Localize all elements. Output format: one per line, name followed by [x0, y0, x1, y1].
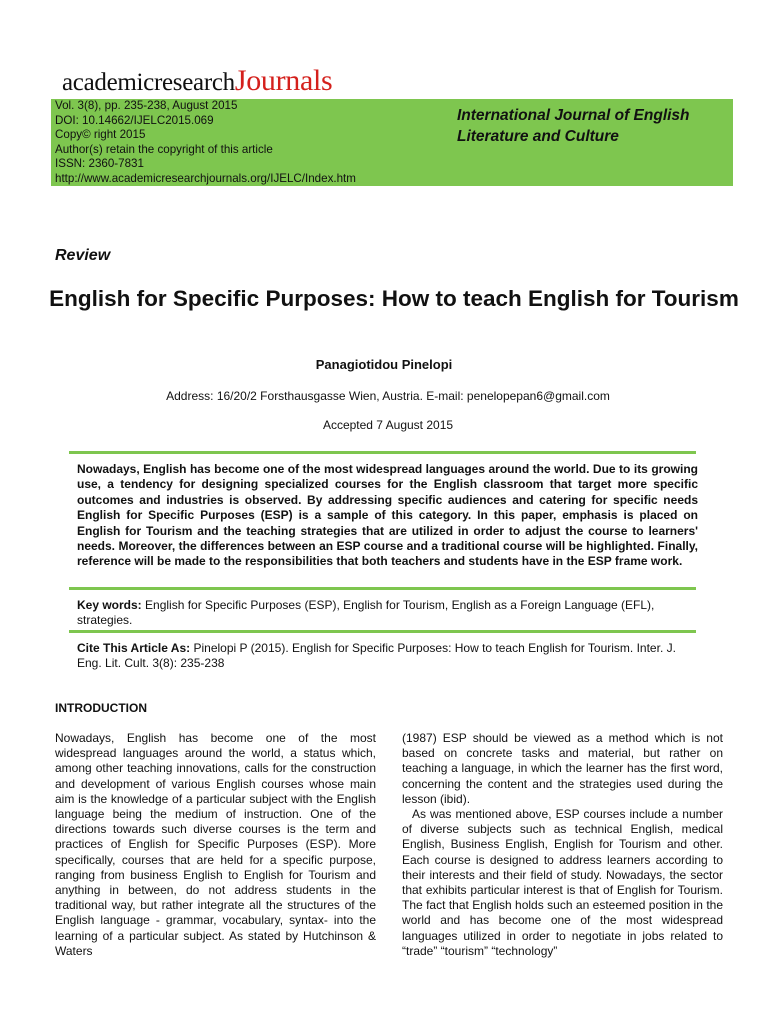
keywords-rule: [69, 630, 696, 633]
logo-accent-text: Journals: [234, 64, 333, 97]
body-paragraph: As was mentioned above, ESP courses include a number of diverse subjects such as technical English, medical English, Business English, English for Tourism and other. Each course is designed to address learners according to their interests and their field of study. Nowadays, the sector that exhibits particular interest is that of English for Tourism. The fact that English holds such an esteemed position in the world and has become one of the most widespread languages utilized in order to negotiate in jobs related to “trade” “tourism” “technology”: [402, 807, 723, 958]
keywords-label: Key words:: [77, 598, 142, 612]
meta-volume: Vol. 3(8), pp. 235-238, August 2015: [55, 99, 238, 112]
meta-copyright: Copy© right 2015: [55, 128, 146, 142]
cite-label: Cite This Article As:: [77, 641, 191, 655]
article-type: Review: [55, 247, 111, 264]
keywords: [77, 598, 698, 628]
article-title: English for Specific Purposes: How to teach English for Tourism: [49, 286, 739, 311]
header-band: [51, 99, 733, 186]
meta-rights: Author(s) retain the copyright of this article: [55, 142, 273, 156]
body-column-right: [402, 731, 723, 959]
meta-issn: ISSN: 2360-7831: [55, 157, 144, 171]
journal-name: International Journal of English Literature and Culture: [457, 107, 690, 145]
publisher-logo: [62, 64, 332, 98]
body-column-left: [55, 731, 376, 959]
citation: [77, 641, 698, 671]
abstract: Nowadays, English has become one of the most widespread languages around the world. Due to its growing use, a tendency for designing specialized courses for the English classroom that target more specific outcomes and industries is observed. By addressing specific audiences and catering for specific needs English for Specific Purposes (ESP) is a sample of this category. In this paper, emphasis is placed on English for Tourism and the teaching strategies that are utilized in order to adjust the course to learners' needs. Moreover, the differences between an ESP course and a traditional course will be highlighted. Finally, reference will be made to the responsibilities that both teachers and students have in the ESP frame work.: [77, 462, 698, 569]
section-heading: INTRODUCTION: [55, 701, 147, 715]
meta-doi: DOI: 10.14662/IJELC2015.069: [55, 113, 214, 127]
keywords-text: English for Specific Purposes (ESP), English for Tourism, English as a Foreign Language (EFL), strategies.: [77, 598, 655, 628]
abstract-bottom-rule: [69, 587, 696, 590]
article-author: Panagiotidou Pinelopi: [315, 357, 453, 372]
body-paragraph: (1987) ESP should be viewed as a method which is not based on concrete tasks and material, but rather on teaching a language, in which the learner has the first word, concerning the content and the strategies used during the lesson (ibid).: [402, 731, 723, 806]
article-meta: [55, 99, 356, 187]
accepted-date: Accepted 7 August 2015: [322, 418, 454, 432]
cite-text: Pinelopi P (2015). English for Specific Purposes: How to teach English for Tourism. Inter. J. Eng. Lit. Cult. 3(8): 235-238: [77, 641, 676, 671]
author-address: Address: 16/20/2 Forsthausgasse Wien, Austria. E-mail: penelopepan6@gmail.com: [166, 389, 610, 403]
abstract-top-rule: [69, 451, 696, 454]
logo-main-text: academicresearch: [62, 69, 235, 96]
body-paragraph: Nowadays, English has become one of the most widespread languages around the world, a status which, among other teaching innovations, calls for the construction and development of various English courses whose main aim is the knowledge of a particular subject with the English language being the medium of instruction. One of the directions towards such diverse courses is the term and practices of English for Specific Purposes (ESP). More specifically, courses that are held for a specific purpose, ranging from business English to English for Tourism and anything in between, do not address students in the traditional way, but rather integrate all the structures of the English language - grammar, vocabulary, syntax- into the learning of a particular subject. As stated by Hutchinson & Waters: [55, 731, 376, 958]
meta-url[interactable]: http://www.academicresearchjournals.org/IJELC/Index.htm: [55, 171, 356, 185]
